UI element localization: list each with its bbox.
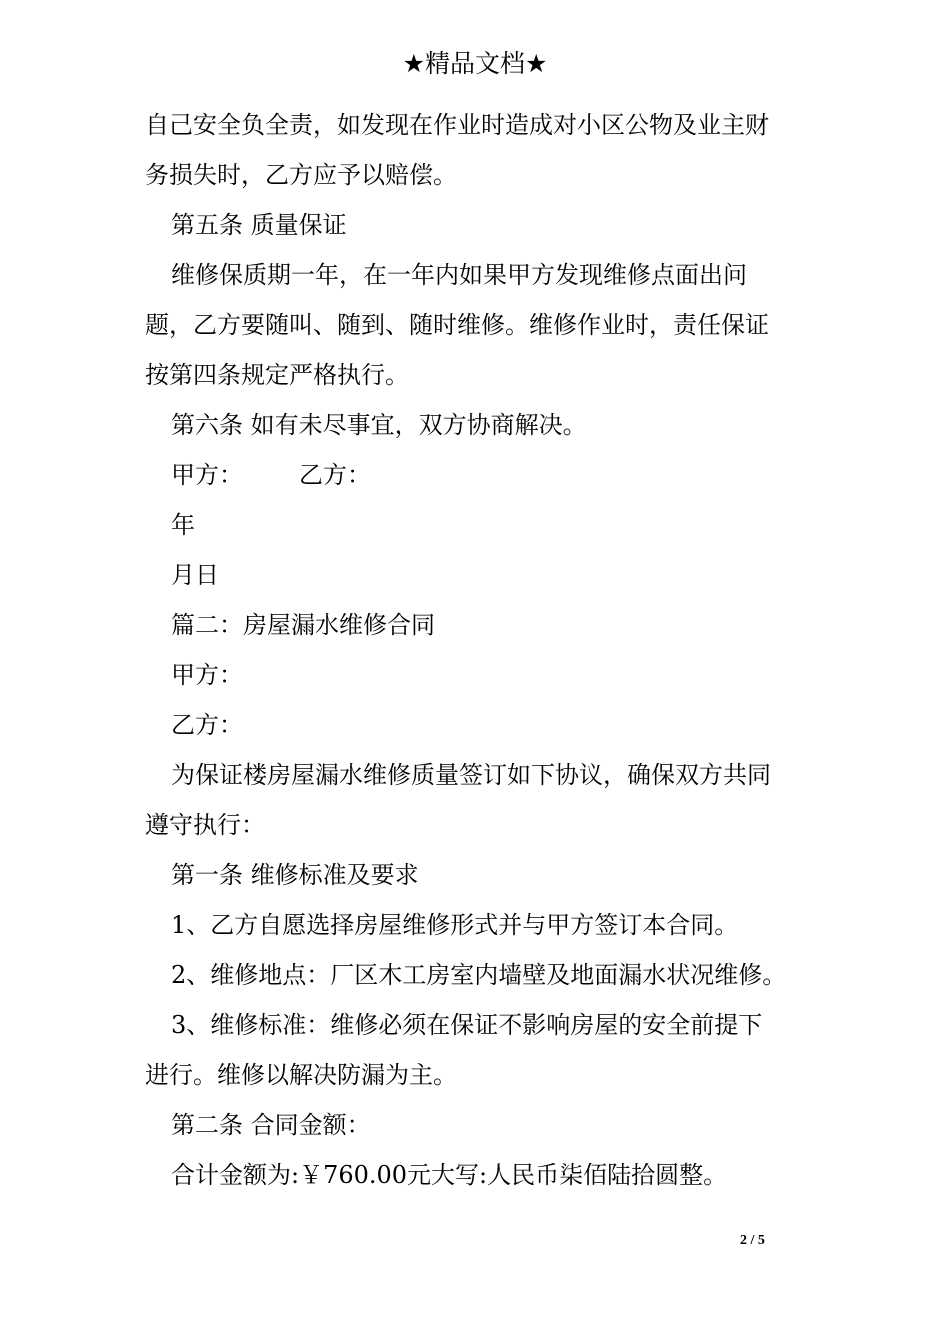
paragraph-line: 为保证楼房屋漏水维修质量签订如下协议，确保双方共同 (171, 761, 771, 789)
page-number: 2 / 5 (740, 1233, 765, 1248)
date-year: 年 (171, 511, 195, 539)
paragraph-line: 按第四条规定严格执行。 (145, 361, 409, 389)
list-item: 3、维修标准：维修必须在保证不影响房屋的安全前提下 (171, 1011, 763, 1039)
section-title: 篇二：房屋漏水维修合同 (171, 611, 435, 639)
article-heading: 第二条 合同金额： (171, 1111, 371, 1139)
paragraph-line: 题，乙方要随叫、随到、随时维修。维修作业时，责任保证 (145, 311, 769, 339)
party-a-field: 甲方： (171, 661, 243, 689)
document-body (145, 100, 825, 1200)
list-item: 2、维修地点：厂区木工房室内墙壁及地面漏水状况维修。 (171, 961, 787, 989)
paragraph-line: 遵守执行： (145, 811, 265, 839)
contract-amount: 合计金额为:￥760.00元大写:人民币柒佰陆拾圆整。 (171, 1161, 728, 1189)
party-b-field: 乙方： (171, 711, 243, 739)
paragraph-line: 进行。维修以解决防漏为主。 (145, 1061, 457, 1089)
page-header-title: ★精品文档★ (402, 49, 548, 78)
party-a-label: 甲方： (171, 461, 243, 489)
paragraph-line: 自己安全负全责，如发现在作业时造成对小区公物及业主财 (145, 111, 769, 139)
paragraph-line: 维修保质期一年，在一年内如果甲方发现维修点面出问 (171, 261, 747, 289)
signature-line (145, 450, 825, 500)
date-month-day: 月日 (171, 561, 219, 589)
paragraph-line: 务损失时，乙方应予以赔偿。 (145, 161, 457, 189)
list-item: 1、乙方自愿选择房屋维修形式并与甲方签订本合同。 (171, 911, 739, 939)
article-heading: 第一条 维修标准及要求 (171, 861, 419, 889)
party-b-label: 乙方： (299, 461, 371, 489)
article-heading: 第六条 如有未尽事宜，双方协商解决。 (171, 411, 587, 439)
article-heading: 第五条 质量保证 (171, 211, 347, 239)
